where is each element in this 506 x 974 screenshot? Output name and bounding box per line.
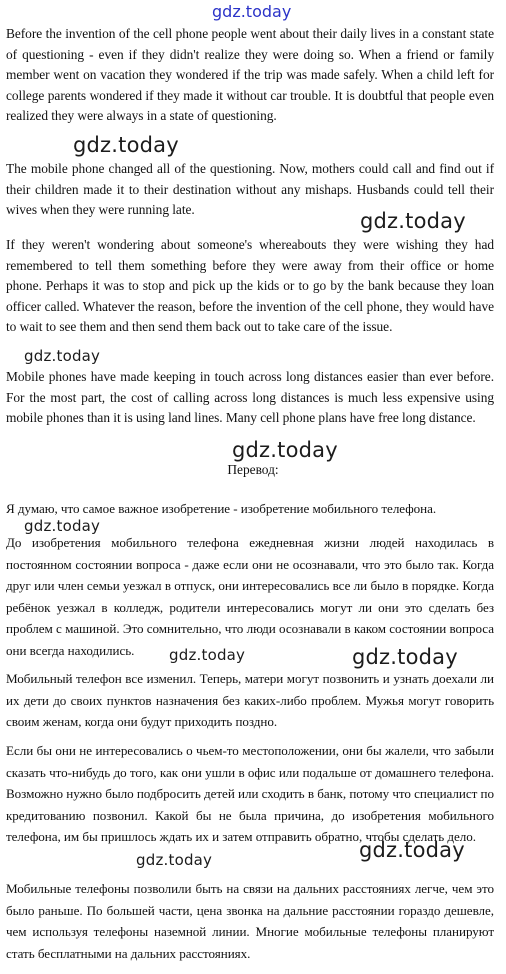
watermark-4: gdz.today	[232, 438, 338, 462]
russian-paragraph-4: Мобильные телефоны позволили быть на связи на дальних расстояниях легче, чем это было раньше. По большей части, цена звонка на дальние расстоянии гораздо дешевле, чем используя телефоны наземной линии. Многие мобильные телефоны планируют стать бесплатными на дальних расстояниях.	[6, 881, 494, 961]
english-paragraph-3: If they weren't wondering about someone's whereabouts they were wishing they had remembered to tell them something before they were away from their office or home phone. Perhaps it was to stop and pick up the kids or to go by the bank because they loan officer called. Whatever the reason, before the invention of the cell phone, they would have to wait to see them and then send them back out to take care of the issue.	[6, 237, 494, 334]
english-paragraph-4: Mobile phones have made keeping in touch across long distances easier than ever before. For the most part, the cost of calling across long distances is much less expensive using mobile phones than it is using land lines. Many cell phone plans have free long distance.	[6, 369, 494, 425]
watermark-2: gdz.today	[360, 209, 466, 233]
english-paragraph-2: The mobile phone changed all of the questioning. Now, mothers could call and find out if their children made it to their destination without any mishaps. Husbands could tell their wives when they were running late.	[6, 161, 494, 217]
watermark-8: gdz.today	[359, 838, 465, 862]
russian-paragraph-3: Если бы они не интересовались о чьем-то местоположении, они бы жалели, что забыли сказать что-нибудь до того, как они ушли в офис или подальше от домашнего телефона. Возможно нужно было подбросить детей или сходить в банк, потому что специалист по кредитованию позвонил. Какой бы не была причина, до изобретения мобильного телефона, им бы пришлось ждать их и затем отправить обратно, чтобы сделать дело.	[6, 743, 494, 845]
translation-heading: Перевод:	[227, 462, 279, 477]
watermark-top: gdz.today	[212, 2, 292, 21]
watermark-9: gdz.today	[136, 851, 213, 869]
watermark-5: gdz.today	[24, 517, 101, 535]
watermark-6: gdz.today	[169, 646, 246, 664]
russian-paragraph-1: До изобретения мобильного телефона ежедневная жизни людей находилась в постоянном состоянии вопроса - даже если они не осознавали, что это было так. Когда друг или член семьи уезжал в отпуск, они интересовались все ли было в порядке. Когда ребёнок уезжал в колледж, родители интересовались могут ли они это сделать без проблем с машиной. Это сомнительно, что люди осознавали в каком состоянии вопроса они всегда находились.	[6, 535, 494, 658]
english-paragraph-1: Before the invention of the cell phone people went about their daily lives in a constant state of questioning - even if they didn't realize they were doing so. When a friend or family member went on vacation they wondered if the trip was made safely. When a child left for college parents wondered if they made it without car trouble. It is doubtful that people even realized they were always in a state of questioning.	[6, 26, 494, 123]
watermark-7: gdz.today	[352, 645, 458, 669]
russian-paragraph-0: Я думаю, что самое важное изобретение - изобретение мобильного телефона.	[6, 501, 437, 516]
watermark-3: gdz.today	[24, 347, 101, 365]
watermark-1: gdz.today	[73, 133, 179, 157]
russian-paragraph-2: Мобильный телефон все изменил. Теперь, матери могут позвонить и узнать доехали ли их дети до своих пунктов назначения без каких-либо проблем. Мужья могут говорить своим женам, когда они будут приходить поздно.	[6, 671, 494, 730]
